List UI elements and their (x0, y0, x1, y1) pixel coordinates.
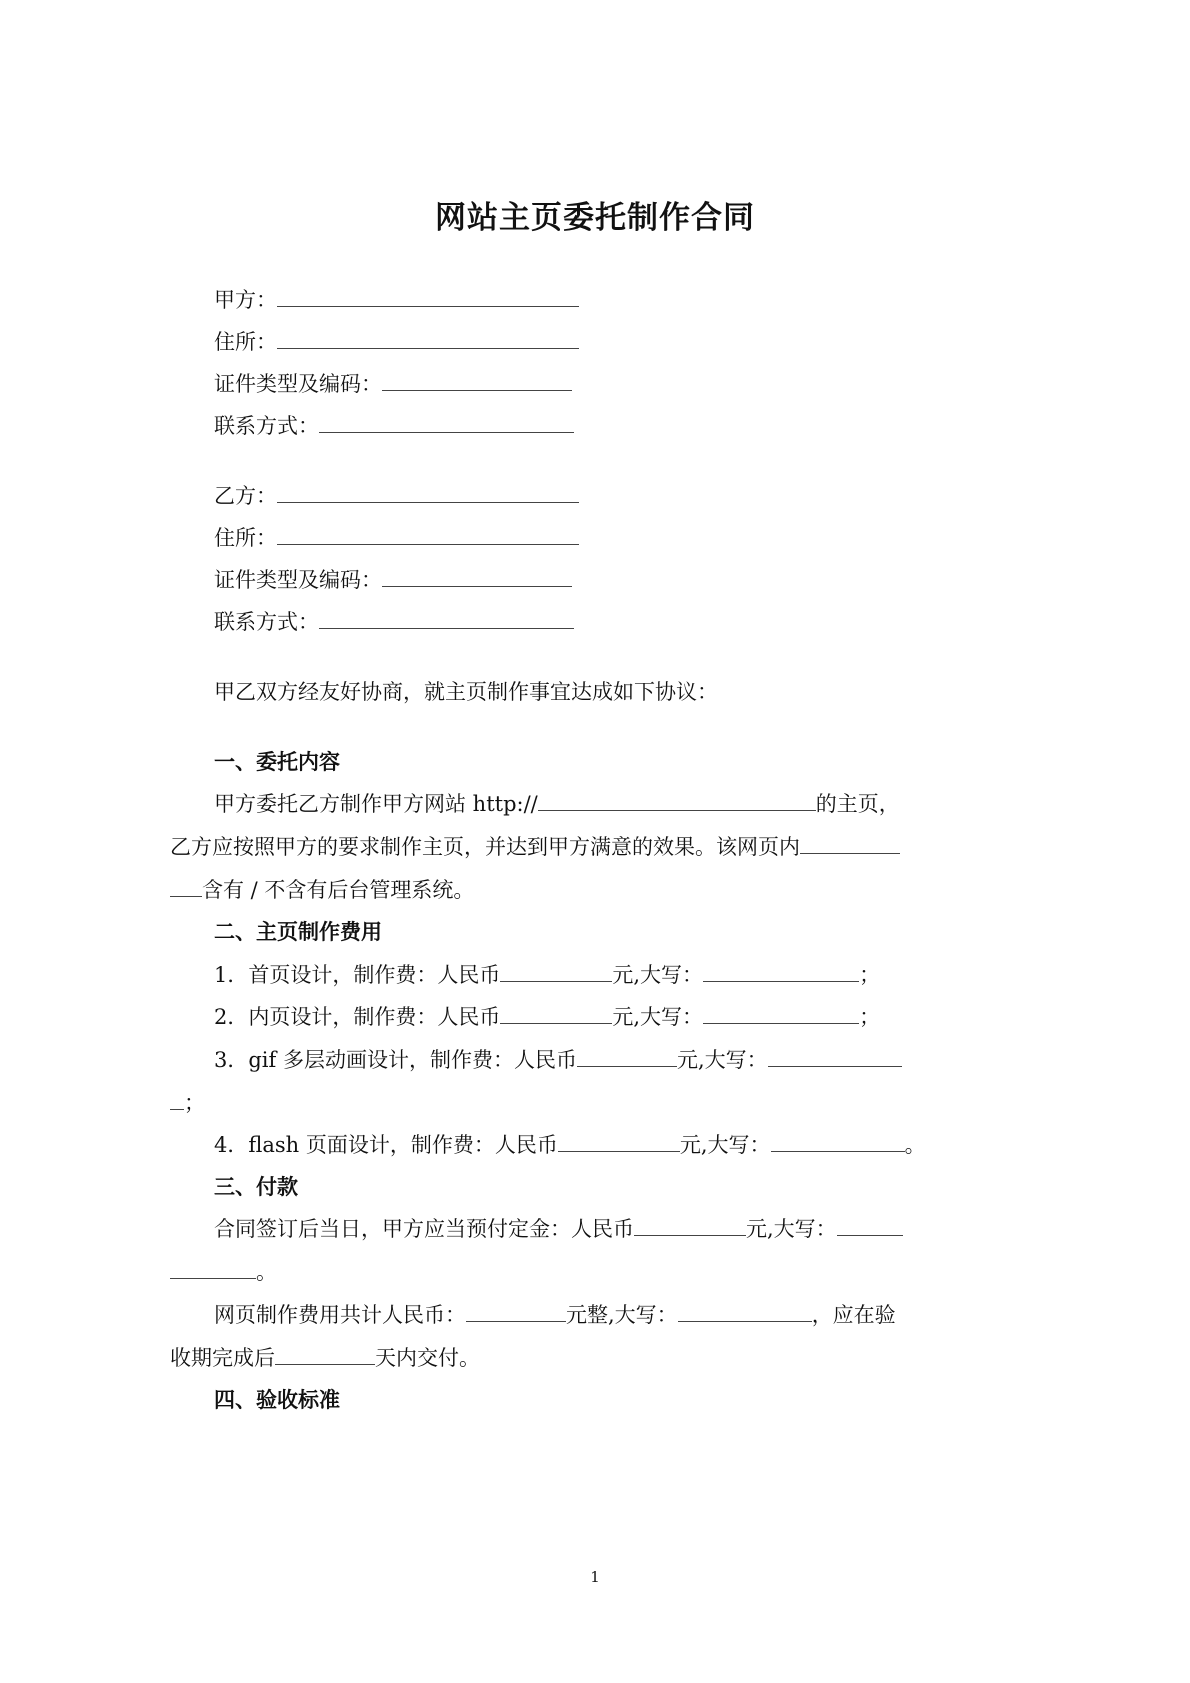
party-a-address-row (214, 328, 579, 356)
party-b-id-label: 证件类型及编码： (214, 568, 382, 592)
section-1-line-2 (170, 833, 900, 861)
fee-item-3-cont (170, 1089, 205, 1117)
deposit-label: 合同签订后当日，甲方应当预付定金：人民币 (214, 1217, 634, 1241)
section-4-heading: 四、验收标准 (214, 1387, 340, 1412)
party-b-contact-field[interactable] (319, 608, 574, 629)
section-2-heading: 二、主页制作费用 (214, 919, 382, 944)
party-a-address-label: 住所： (214, 330, 277, 354)
deposit-words-label: 元,大写： (746, 1217, 837, 1241)
party-a-name-field[interactable] (277, 286, 579, 307)
party-a-contact-label: 联系方式： (214, 414, 319, 438)
fee-item-4-words-field[interactable] (771, 1131, 905, 1152)
fee-item-3-words-field[interactable] (768, 1046, 902, 1067)
fee-item-2-words-field[interactable] (703, 1003, 859, 1024)
section-3-heading: 三、付款 (214, 1174, 298, 1199)
fee-item-1 (214, 961, 880, 989)
delivery-label: 收期完成后 (170, 1346, 275, 1370)
party-b-address-label: 住所： (214, 526, 277, 550)
party-a-contact-row (214, 412, 574, 440)
party-b-address-field[interactable] (277, 524, 579, 545)
deposit-words-field[interactable] (837, 1215, 903, 1236)
backend-system-field-cont[interactable] (170, 876, 202, 897)
fee-item-3-amount-field[interactable] (577, 1046, 677, 1067)
fee-item-1-words-field[interactable] (703, 961, 859, 982)
deposit-line-cont (170, 1258, 277, 1286)
party-a-id-label: 证件类型及编码： (214, 372, 382, 396)
website-field[interactable] (538, 790, 816, 811)
fee-item-3 (214, 1046, 902, 1074)
fee-item-4-end: 。 (904, 1133, 926, 1157)
fee-item-4 (214, 1131, 926, 1159)
fee-item-2-amount-field[interactable] (500, 1003, 612, 1024)
fee-item-2 (214, 1003, 880, 1031)
fee-item-2-end: ； (859, 1005, 881, 1029)
fee-item-4-amount-field[interactable] (558, 1131, 680, 1152)
fee-item-3-words-field-cont[interactable] (170, 1089, 184, 1110)
total-fee-amount-field[interactable] (466, 1301, 566, 1322)
fee-item-1-amount-field[interactable] (500, 961, 612, 982)
total-fee-line (214, 1301, 896, 1329)
party-b-name-field[interactable] (277, 482, 579, 503)
fee-item-1-words-label: 元,大写： (612, 963, 704, 987)
backend-system-field[interactable] (800, 833, 900, 854)
party-b-contact-row (214, 608, 574, 636)
party-b-name-label: 乙方： (214, 484, 277, 508)
section-1-heading: 一、委托内容 (214, 749, 340, 774)
fee-item-3-end: ； (184, 1091, 205, 1115)
section-1-line-1 (214, 790, 900, 818)
deposit-line (214, 1215, 903, 1243)
section-1-text-a: 甲方委托乙方制作甲方网站 http:// (214, 792, 538, 816)
total-fee-words-field[interactable] (678, 1301, 812, 1322)
party-a-address-field[interactable] (277, 328, 579, 349)
document-title: 网站主页委托制作合同 (435, 200, 755, 236)
fee-item-4-label: 4．flash 页面设计，制作费：人民币 (214, 1133, 558, 1157)
section-1-text-b: 的主页， (815, 792, 900, 816)
party-b-id-row (214, 566, 572, 594)
party-a-name-row (214, 286, 579, 314)
total-fee-words-label: 元整,大写： (566, 1303, 678, 1327)
party-a-id-field[interactable] (382, 370, 572, 391)
party-a-contact-field[interactable] (319, 412, 574, 433)
deposit-amount-field[interactable] (634, 1215, 746, 1236)
total-fee-text-end: ，应在验 (811, 1303, 896, 1327)
party-b-name-row (214, 482, 579, 510)
delivery-line (170, 1344, 480, 1372)
fee-item-1-end: ； (859, 963, 881, 987)
deposit-end: 。 (256, 1260, 277, 1284)
fee-item-3-words-label: 元,大写： (676, 1048, 768, 1072)
party-a-id-row (214, 370, 572, 398)
total-fee-label: 网页制作费用共计人民币： (214, 1303, 466, 1327)
page-number: 1 (590, 1568, 600, 1586)
deposit-words-field-cont[interactable] (170, 1258, 256, 1279)
section-1-text-d: 含有 / 不含有后台管理系统。 (202, 878, 475, 902)
party-b-id-field[interactable] (382, 566, 572, 587)
fee-item-2-words-label: 元,大写： (612, 1005, 704, 1029)
delivery-days-field[interactable] (275, 1344, 375, 1365)
party-a-name-label: 甲方： (214, 288, 277, 312)
intro-paragraph: 甲乙双方经友好协商，就主页制作事宜达成如下协议： (214, 680, 718, 704)
section-1-line-3 (170, 876, 474, 904)
fee-item-1-label: 1．首页设计，制作费：人民币 (214, 963, 501, 987)
fee-item-4-words-label: 元,大写： (679, 1133, 771, 1157)
section-1-text-c: 乙方应按照甲方的要求制作主页，并达到甲方满意的效果。该网页内 (170, 835, 800, 859)
delivery-end: 天内交付。 (375, 1346, 480, 1370)
party-b-address-row (214, 524, 579, 552)
party-b-contact-label: 联系方式： (214, 610, 319, 634)
fee-item-2-label: 2．内页设计，制作费：人民币 (214, 1005, 501, 1029)
fee-item-3-label: 3．gif 多层动画设计，制作费：人民币 (214, 1048, 577, 1072)
